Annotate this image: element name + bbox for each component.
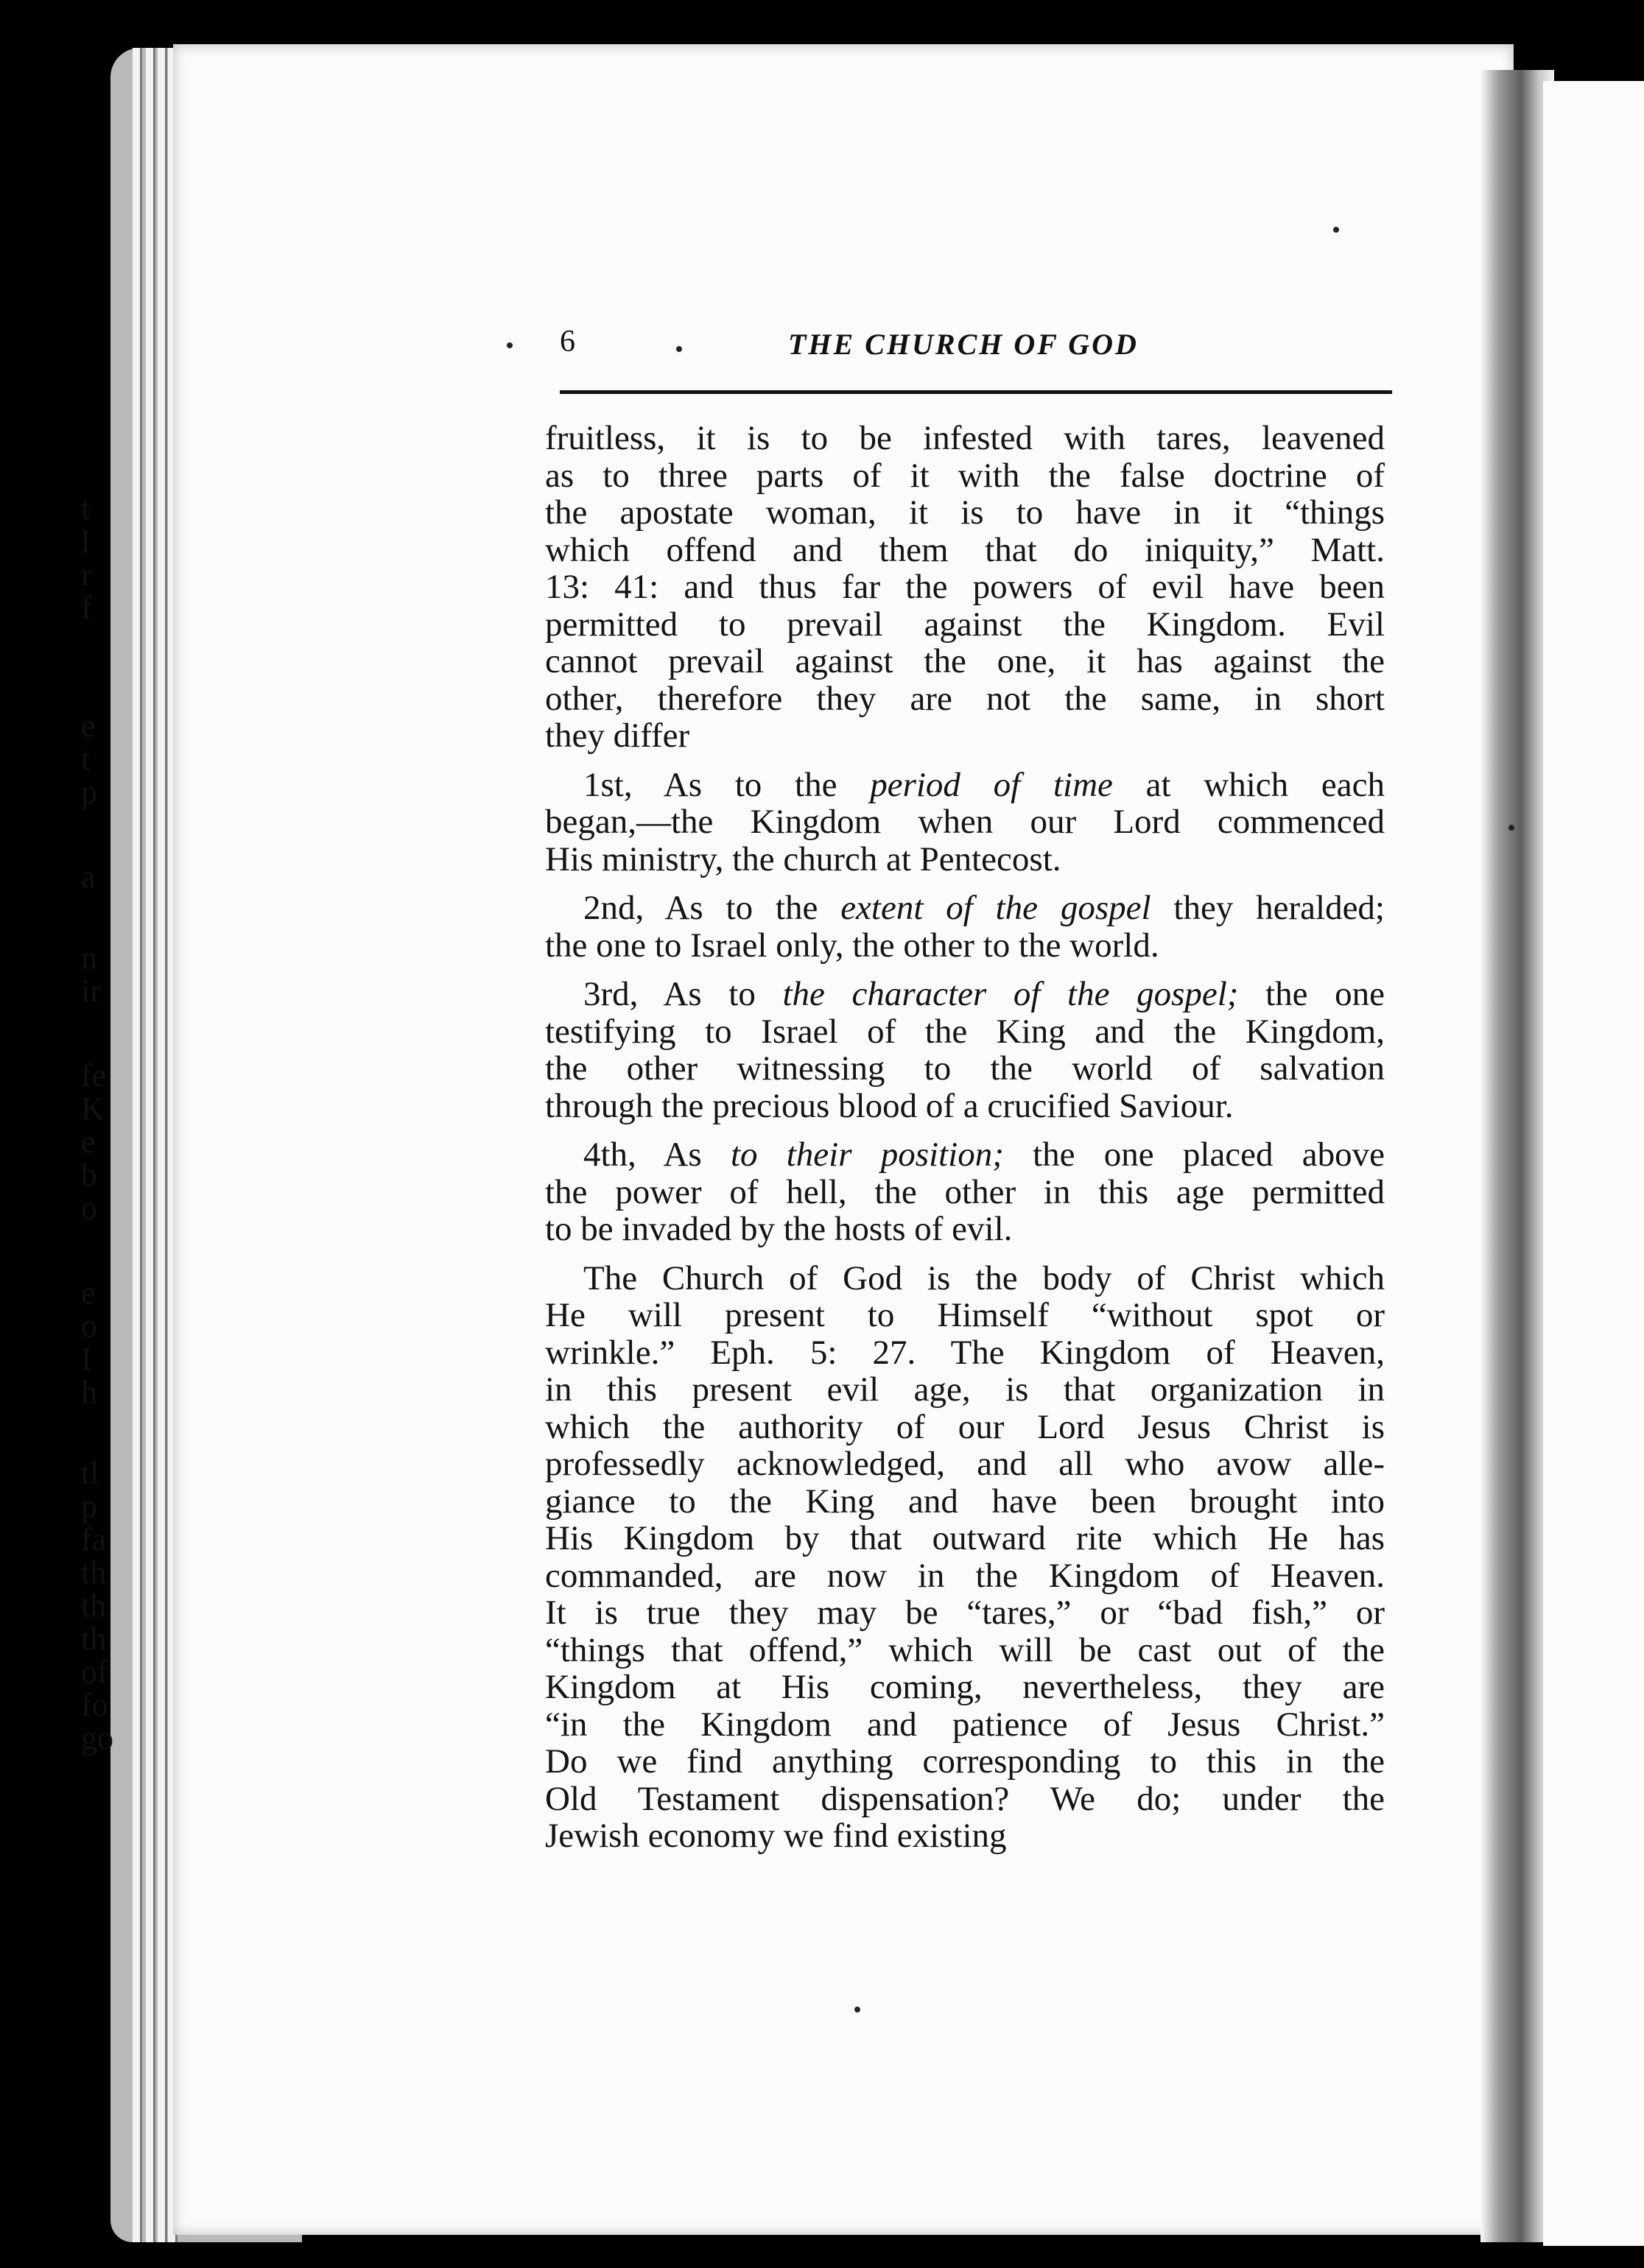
text-run: 3rd, As to	[583, 975, 783, 1013]
text-line: they differ	[545, 716, 690, 755]
text-line: His Kingdom by that outward rite which He has	[545, 1519, 1385, 1557]
text-line	[545, 976, 1385, 1013]
text-line: began,—the Kingdom when our Lord commenced	[545, 803, 1385, 841]
text-line: He will present to Himself “without spot or	[545, 1296, 1385, 1334]
text-line: to be invaded by the hosts of evil.	[545, 1210, 1013, 1248]
text-line	[545, 1136, 1385, 1174]
facing-page-fragment: ir	[81, 973, 101, 1009]
text-run: the one	[1238, 975, 1385, 1013]
speck	[507, 342, 513, 348]
text-run: the one placed above	[1003, 1135, 1385, 1174]
speck	[676, 346, 682, 352]
facing-page-fragment: e	[81, 708, 96, 744]
page-edge-line	[158, 48, 167, 2242]
facing-page-fragment: e	[81, 1275, 96, 1311]
facing-page-fragment: o	[81, 1308, 97, 1344]
text-line: The Church of God is the body of Christ which	[583, 1258, 1385, 1297]
text-run: 2nd, As to the	[583, 889, 841, 927]
text-line: Jewish economy we find existing	[545, 1817, 1007, 1855]
facing-page-fragment: f	[81, 590, 92, 626]
text-line: “in the Kingdom and patience of Jesus Christ.”	[545, 1705, 1385, 1744]
paragraph	[545, 976, 1385, 1124]
text-line: permitted to prevail against the Kingdom. Evil	[545, 605, 1385, 644]
text-line: His ministry, the church at Pentecost.	[545, 839, 1061, 878]
text-line: through the precious blood of a crucified Saviour.	[545, 1086, 1234, 1125]
facing-page-fragment: r	[81, 557, 92, 593]
paragraph	[545, 1136, 1385, 1248]
text-run: 1st, As to the	[583, 765, 871, 804]
facing-page-fragment: e	[81, 1124, 96, 1160]
text-line: It is true they may be “tares,” or “bad fish,” or	[545, 1593, 1385, 1632]
speck	[1508, 825, 1514, 831]
facing-page-fragment: th	[81, 1588, 107, 1624]
text-line: the other witnessing to the world of salvation	[545, 1049, 1385, 1088]
facing-page-fragment: th	[81, 1621, 107, 1657]
text-line: testifying to Israel of the King and the Kingdom,	[545, 1012, 1385, 1051]
text-line: Old Testament dispensation? We do; under the	[545, 1779, 1385, 1818]
facing-page-fragment: go	[81, 1720, 113, 1756]
facing-page-fragment: o	[81, 1190, 97, 1226]
facing-page-fragment: K	[81, 1091, 105, 1127]
text-line	[545, 890, 1385, 927]
facing-page-fragment: n	[81, 940, 97, 976]
text-line: in this present evil age, is that organization in	[545, 1370, 1385, 1409]
speck	[1333, 227, 1339, 233]
facing-page-fragment: b	[81, 1157, 97, 1193]
text-line: professedly acknowledged, and all who avow alle-	[545, 1445, 1385, 1483]
text-line: cannot prevail against the one, it has against the	[545, 642, 1385, 680]
paragraph	[545, 420, 1385, 755]
facing-page-fragment: fa	[81, 1521, 107, 1557]
text-line: other, therefore they are not the same, in short	[545, 679, 1385, 718]
text-line: Do we find anything corresponding to this in the	[545, 1742, 1385, 1781]
running-title: THE CHURCH OF GOD	[788, 328, 1139, 361]
text-line: the apostate woman, it is to have in it “things	[545, 493, 1385, 532]
facing-page-fragment: a	[81, 859, 96, 895]
text-line: wrinkle.” Eph. 5: 27. The Kingdom of Heaven,	[545, 1333, 1385, 1372]
text-line: fruitless, it is to be infested with tares, leavened	[545, 419, 1385, 457]
facing-page-fragment: t	[81, 490, 91, 526]
text-line: 13: 41: and thus far the powers of evil have been	[545, 568, 1385, 606]
facing-page-fragment: I	[81, 1341, 92, 1377]
paragraph	[545, 890, 1385, 964]
text-line: “things that offend,” which will be cast out of the	[545, 1630, 1385, 1669]
text-line: commanded, are now in the Kingdom of Heaven.	[545, 1556, 1385, 1595]
facing-page-fragment: fo	[81, 1687, 108, 1723]
facing-page-fragment: fe	[81, 1057, 107, 1094]
text-line: the power of hell, the other in this age permitted	[545, 1172, 1385, 1211]
text-line: Kingdom at His coming, nevertheless, they are	[545, 1668, 1385, 1706]
italic-text: the character of the gospel;	[782, 975, 1239, 1013]
text-line: which the authority of our Lord Jesus Christ is	[545, 1407, 1385, 1446]
facing-page-fragment: p	[81, 774, 97, 810]
text-run: at which each	[1112, 765, 1385, 804]
speck	[854, 2007, 860, 2012]
facing-page-fragment: t	[81, 741, 91, 777]
facing-page-fragment: p	[81, 1488, 97, 1524]
text-line: which offend and them that do iniquity,” Matt.	[545, 530, 1385, 569]
paragraph	[545, 1260, 1385, 1855]
body-text	[545, 420, 1385, 1855]
facing-page-fragment: th	[81, 1554, 107, 1591]
italic-text: to their position;	[730, 1135, 1004, 1174]
page-number: 6	[560, 325, 575, 359]
text-run: they heralded;	[1151, 889, 1385, 927]
paragraph	[545, 767, 1385, 878]
facing-page-fragment: of	[81, 1654, 108, 1690]
italic-text: period of time	[870, 765, 1113, 804]
facing-page	[1543, 81, 1644, 2246]
header-rule	[560, 390, 1392, 394]
running-head	[560, 324, 1392, 376]
italic-text: extent of the gospel	[840, 889, 1151, 927]
facing-page-fragment: tl	[81, 1455, 99, 1491]
text-line: the one to Israel only, the other to the world.	[545, 926, 1159, 965]
text-line: as to three parts of it with the false doctrine of	[545, 456, 1385, 495]
text-run: 4th, As	[583, 1135, 731, 1174]
page-edge-line	[133, 48, 142, 2242]
text-line	[545, 767, 1385, 804]
page-edge-line	[146, 48, 155, 2242]
text-line: giance to the King and have been brought into	[545, 1482, 1385, 1521]
facing-page-fragment: l	[81, 524, 91, 560]
facing-page-fragment: h	[81, 1374, 97, 1410]
